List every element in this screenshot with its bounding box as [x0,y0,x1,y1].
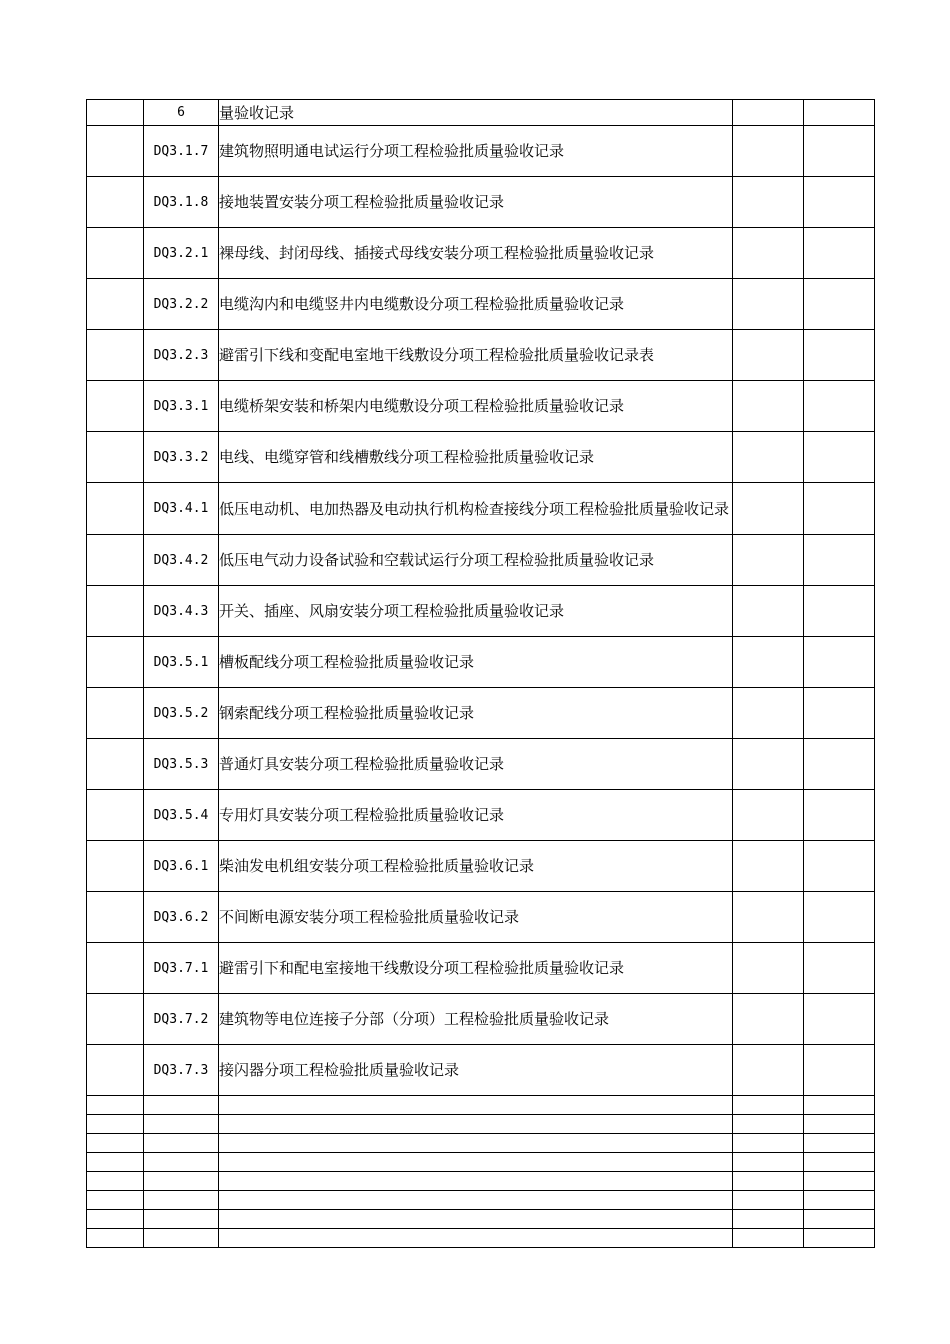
record-code: DQ3.2.3 [144,330,219,381]
record-name: 普通灯具安装分项工程检验批质量验收记录 [219,739,733,790]
record-code: DQ3.5.2 [144,688,219,739]
table-row [87,535,875,586]
blank-cell [804,432,875,483]
empty-row [87,1153,875,1172]
empty-row [87,1229,875,1248]
blank-cell [804,330,875,381]
table-row [87,892,875,943]
record-code: 6 [144,100,219,126]
record-name: 避雷引下线和变配电室地干线敷设分项工程检验批质量验收记录表 [219,330,733,381]
record-code: DQ3.5.3 [144,739,219,790]
record-code: DQ3.4.3 [144,586,219,637]
blank-cell [733,381,804,432]
index-cell [87,637,144,688]
table-row [87,841,875,892]
blank-cell [733,330,804,381]
table-row [87,228,875,279]
empty-row [87,1210,875,1229]
index-cell [87,841,144,892]
table-row [87,330,875,381]
blank-cell [733,637,804,688]
blank-cell [733,586,804,637]
table-row [87,637,875,688]
record-code: DQ3.1.7 [144,126,219,177]
record-code: DQ3.2.1 [144,228,219,279]
table-row [87,177,875,228]
blank-cell [733,483,804,535]
blank-cell [804,637,875,688]
index-cell [87,586,144,637]
index-cell [87,535,144,586]
empty-row [87,1096,875,1115]
blank-cell [733,100,804,126]
index-cell [87,790,144,841]
table-row [87,483,875,535]
record-code: DQ3.3.1 [144,381,219,432]
blank-cell [733,994,804,1045]
table-row [87,100,875,126]
blank-cell [733,943,804,994]
blank-cell [733,892,804,943]
table-row [87,943,875,994]
empty-row [87,1134,875,1153]
record-name: 量验收记录 [219,100,733,126]
record-name: 专用灯具安装分项工程检验批质量验收记录 [219,790,733,841]
index-cell [87,892,144,943]
record-code: DQ3.6.2 [144,892,219,943]
table-row [87,688,875,739]
blank-cell [804,790,875,841]
record-code: DQ3.6.1 [144,841,219,892]
blank-cell [804,1045,875,1096]
record-code: DQ3.4.2 [144,535,219,586]
record-code: DQ3.1.8 [144,177,219,228]
record-name: 接地装置安装分项工程检验批质量验收记录 [219,177,733,228]
index-cell [87,100,144,126]
blank-cell [733,790,804,841]
table-row [87,432,875,483]
index-cell [87,739,144,790]
record-name: 电缆桥架安装和桥架内电缆敷设分项工程检验批质量验收记录 [219,381,733,432]
record-code: DQ3.7.2 [144,994,219,1045]
record-name: 电缆沟内和电缆竖井内电缆敷设分项工程检验批质量验收记录 [219,279,733,330]
index-cell [87,279,144,330]
record-name: 建筑物照明通电试运行分项工程检验批质量验收记录 [219,126,733,177]
table-row [87,279,875,330]
record-name: 不间断电源安装分项工程检验批质量验收记录 [219,892,733,943]
blank-cell [804,381,875,432]
blank-cell [733,432,804,483]
blank-cell [804,841,875,892]
record-code: DQ3.2.2 [144,279,219,330]
record-name: 电线、电缆穿管和线槽敷线分项工程检验批质量验收记录 [219,432,733,483]
blank-cell [804,688,875,739]
index-cell [87,381,144,432]
record-name: 柴油发电机组安装分项工程检验批质量验收记录 [219,841,733,892]
record-name: 接闪器分项工程检验批质量验收记录 [219,1045,733,1096]
table-row [87,790,875,841]
blank-cell [804,943,875,994]
blank-cell [733,688,804,739]
table-row [87,126,875,177]
index-cell [87,228,144,279]
record-name: 槽板配线分项工程检验批质量验收记录 [219,637,733,688]
blank-cell [804,126,875,177]
empty-row [87,1191,875,1210]
record-code: DQ3.7.3 [144,1045,219,1096]
index-cell [87,126,144,177]
record-name: 避雷引下和配电室接地干线敷设分项工程检验批质量验收记录 [219,943,733,994]
blank-cell [804,892,875,943]
record-code: DQ3.4.1 [144,483,219,535]
blank-cell [804,586,875,637]
index-cell [87,330,144,381]
blank-cell [804,994,875,1045]
index-cell [87,943,144,994]
blank-cell [733,841,804,892]
blank-cell [804,100,875,126]
blank-cell [733,1045,804,1096]
record-name: 低压电气动力设备试验和空载试运行分项工程检验批质量验收记录 [219,535,733,586]
record-name: 裸母线、封闭母线、插接式母线安装分项工程检验批质量验收记录 [219,228,733,279]
blank-cell [733,177,804,228]
record-code: DQ3.7.1 [144,943,219,994]
empty-row [87,1172,875,1191]
blank-cell [804,279,875,330]
table-row [87,994,875,1045]
blank-cell [804,483,875,535]
blank-cell [804,177,875,228]
table-row [87,1045,875,1096]
record-name: 低压电动机、电加热器及电动执行机构检查接线分项工程检验批质量验收记录 [219,483,733,535]
empty-row [87,1115,875,1134]
index-cell [87,177,144,228]
blank-cell [804,228,875,279]
table-row [87,381,875,432]
index-cell [87,1045,144,1096]
blank-cell [733,739,804,790]
blank-cell [733,279,804,330]
table-row [87,586,875,637]
blank-cell [804,535,875,586]
index-cell [87,994,144,1045]
records-table [86,99,875,1248]
record-name: 开关、插座、风扇安装分项工程检验批质量验收记录 [219,586,733,637]
index-cell [87,432,144,483]
index-cell [87,688,144,739]
table-row [87,739,875,790]
index-cell [87,483,144,535]
blank-cell [733,228,804,279]
record-code: DQ3.3.2 [144,432,219,483]
record-code: DQ3.5.4 [144,790,219,841]
blank-cell [804,739,875,790]
record-name: 建筑物等电位连接子分部（分项）工程检验批质量验收记录 [219,994,733,1045]
record-name: 钢索配线分项工程检验批质量验收记录 [219,688,733,739]
record-code: DQ3.5.1 [144,637,219,688]
blank-cell [733,126,804,177]
blank-cell [733,535,804,586]
